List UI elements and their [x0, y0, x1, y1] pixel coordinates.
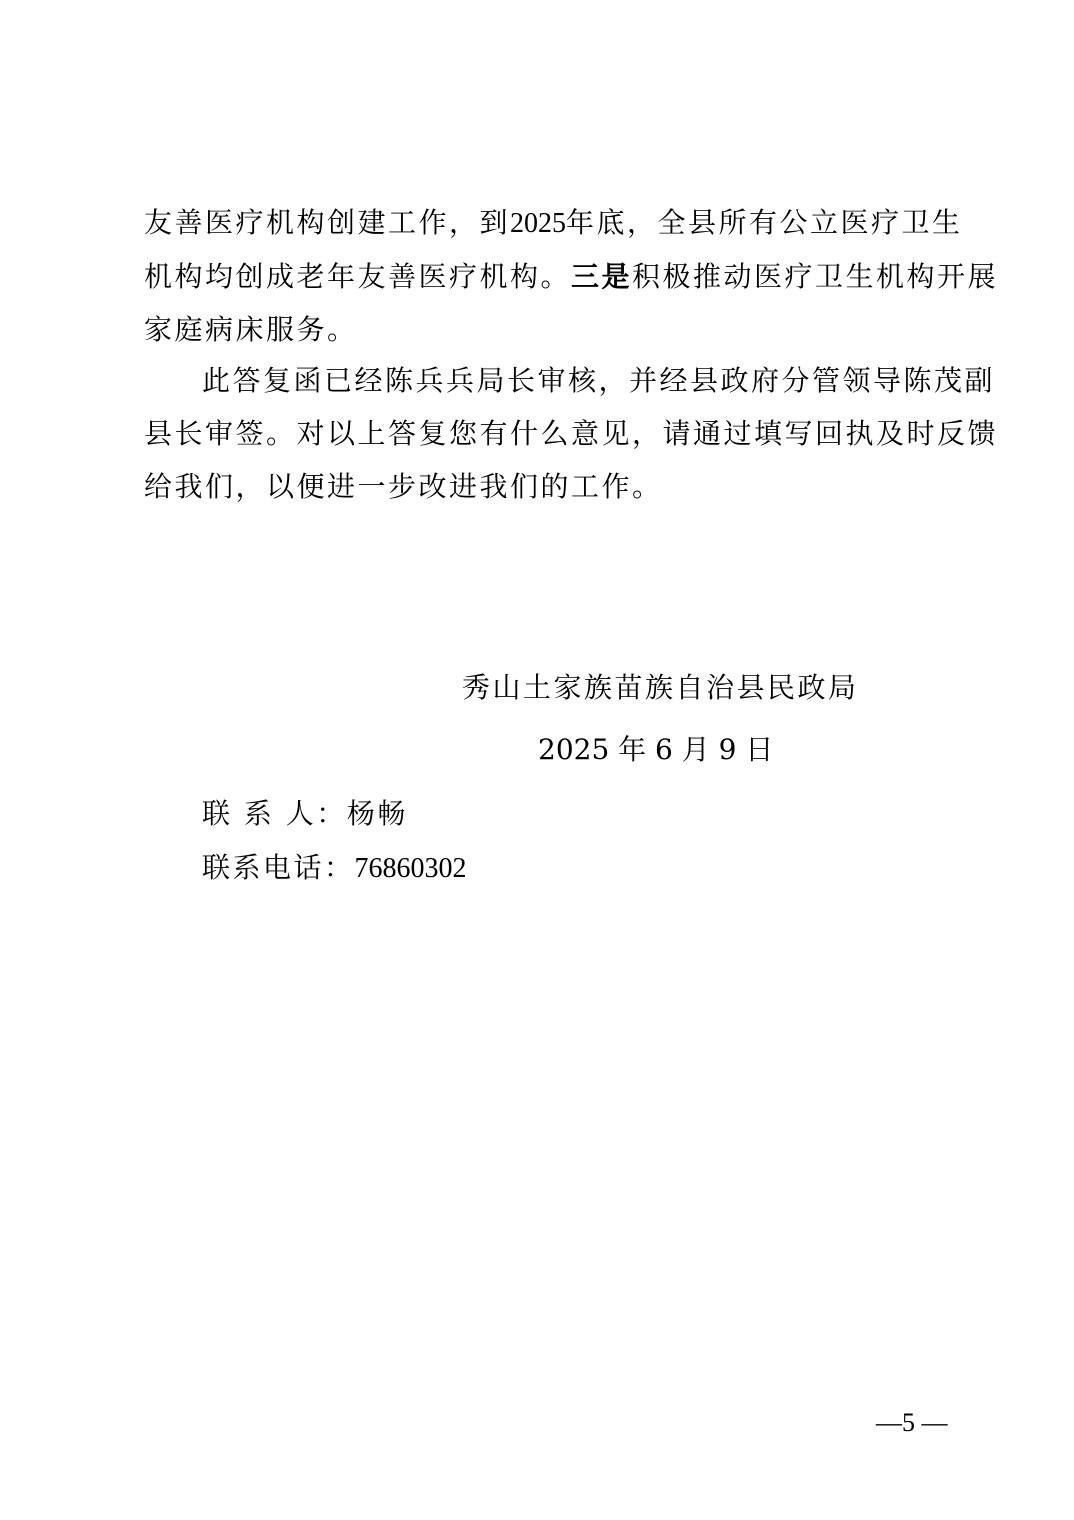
text-segment: 积极推动医疗卫生机构开展 [632, 260, 999, 293]
contact-person-name: 杨畅 [346, 797, 408, 830]
text-segment: 年底，全县所有公立医疗卫生 [566, 206, 963, 239]
page-number: —5 — [876, 1408, 948, 1437]
paragraph-1-line-1 [144, 196, 963, 250]
contact-phone [202, 846, 467, 886]
contact-phone-number: 76860302 [354, 853, 467, 884]
contact-phone-label: 联系电话： [202, 851, 355, 884]
paragraph-1-line-2 [144, 250, 999, 303]
signature-date: 2025 年 6 月 9 日 [538, 733, 774, 766]
paragraph-2-line-2: 县长审签。对以上答复您有什么意见，请通过填写回执及时反馈 [144, 417, 999, 450]
year-text: 2025 [510, 208, 567, 239]
contact-person-label: 联 系 人： [202, 797, 347, 830]
signature-organization: 秀山土家族苗族自治县民政局 [462, 671, 859, 704]
bold-enumerator: 三是 [571, 260, 633, 293]
contact-person [202, 792, 408, 832]
paragraph-1 [144, 196, 999, 356]
paragraph-2-line-1: 此答复函已经陈兵兵局长审核，并经县政府分管领导陈茂副 [202, 364, 996, 397]
text-segment: 机构均创成老年友善医疗机构。 [144, 260, 572, 293]
paragraph-2 [144, 354, 999, 513]
paragraph-2-line-3: 给我们，以便进一步改进我们的工作。 [144, 470, 663, 503]
text-segment: 友善医疗机构创建工作，到 [144, 206, 511, 239]
paragraph-1-line-3: 家庭病床服务。 [144, 313, 358, 346]
